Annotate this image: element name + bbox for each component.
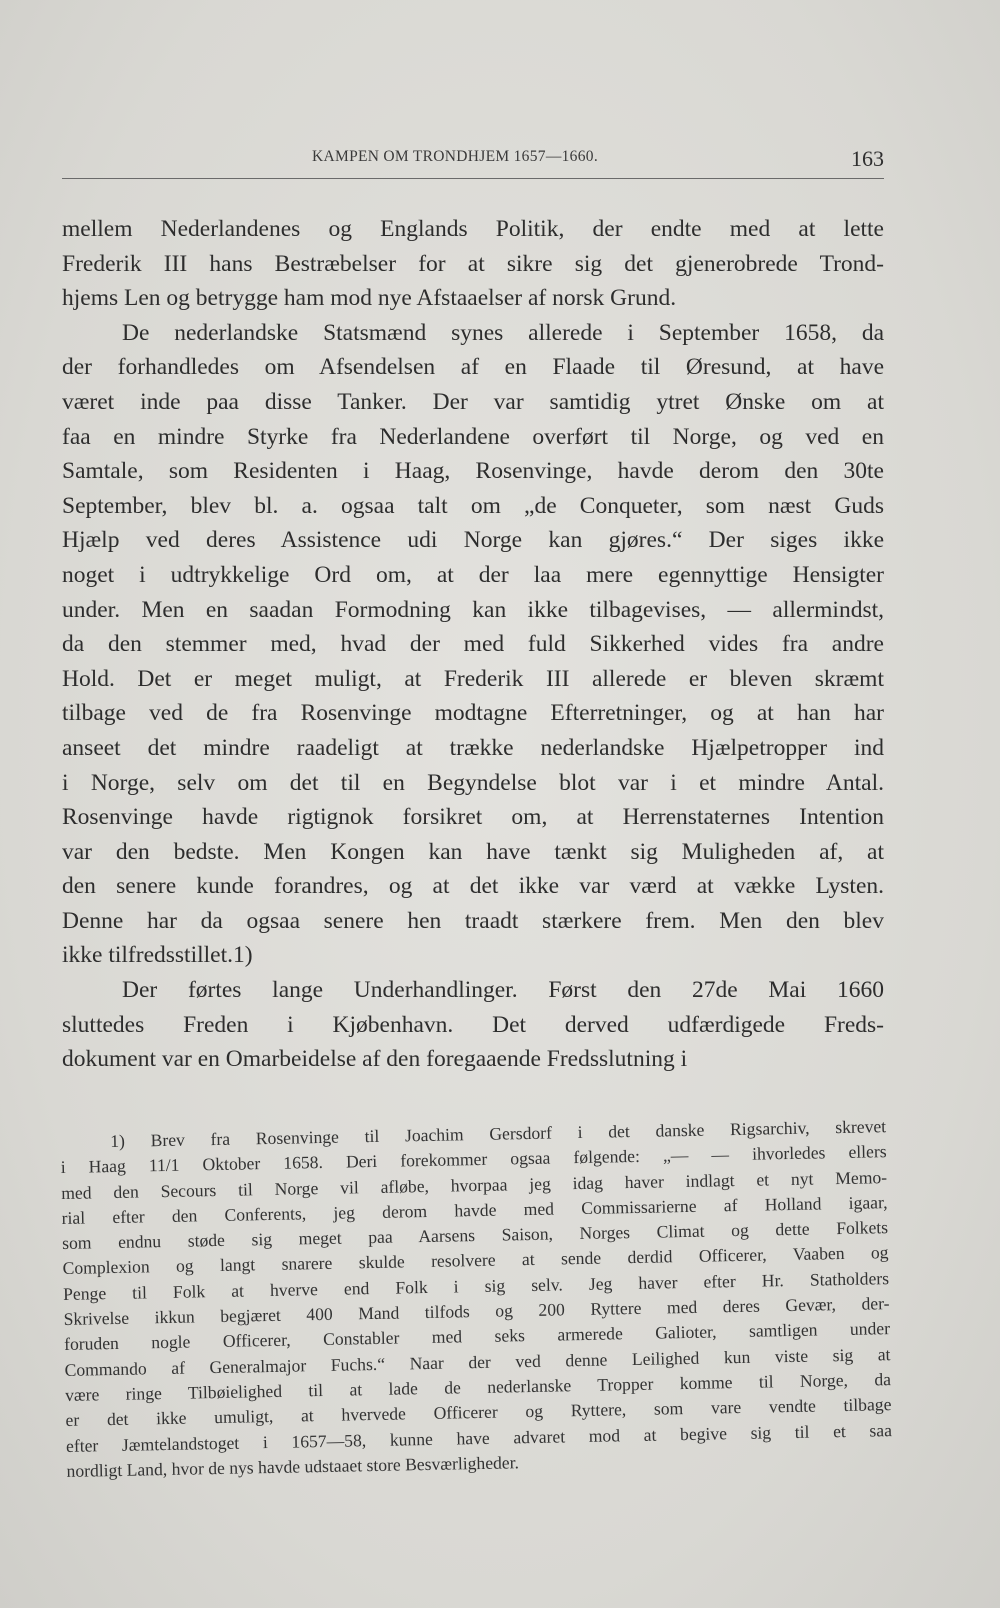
footnote-line: Complexion og langt snarere skulde resolvere at sende derdid Officerer, Vaaben og [62, 1242, 889, 1279]
footnote-line: nordligt Land, hvor de nys havde udstaaet store Besværligheder. [66, 1452, 520, 1481]
footnote-line: som endnu støde sig meget paa Aarsens Saison, Norges Climat og dette Folkets [61, 1217, 889, 1254]
body-text [62, 212, 884, 1077]
footnote-line: være ringe Tilbøielighed til at lade de nederlanske Tropper komme til Norge, da [64, 1369, 892, 1405]
body-line: der forhandledes om Afsendelsen af en Flaade til Øresund, at have [62, 354, 884, 381]
footnote-line: 1) Brev fra Rosenvinge til Joachim Gersdorf i det danske Rigsarchiv, skrevet [110, 1116, 887, 1152]
body-line: September, blev bl. a. ogsaa talt om „de Conqueter, som næst Guds [62, 492, 884, 519]
body-line: Rosenvinge havde rigtignok forsikret om, at Herrenstaternes Intention [62, 804, 884, 831]
body-line: Der førtes lange Underhandlinger. Først den 27de Mai 1660 [122, 977, 884, 1004]
body-line: sluttedes Freden i Kjøbenhavn. Det derved udfærdigede Freds- [62, 1011, 884, 1038]
body-line: da den stemmer med, hvad der med fuld Sikkerhed vides fra andre [62, 631, 884, 658]
body-line: mellem Nederlandenes og Englands Politik, der endte med at lette [62, 216, 884, 242]
body-line: Hold. Det er meget muligt, at Frederik III allerede er bleven skræmt [62, 665, 884, 692]
body-line: var den bedste. Men Kongen kan have tænkt sig Muligheden af, at [62, 838, 884, 865]
body-line: ikke tilfredsstillet.1) [62, 942, 253, 969]
footnote-line: Commando af Generalmajor Fuchs.“ Naar der ved denne Leilighed kun viste sig at [64, 1343, 891, 1380]
body-line: anseet det mindre raadeligt at trække nederlandske Hjælpetropper ind [62, 734, 884, 761]
running-title: KAMPEN OM TRONDHJEM 1657—1660. [312, 148, 599, 165]
footnote-line: Penge til Folk at hverve end Folk i sig selv. Jeg haver efter Hr. Statholders [62, 1267, 890, 1304]
body-line: noget i udtrykkelige Ord om, at der laa mere egennyttige Hensigter [62, 561, 884, 588]
body-line: Samtale, som Residenten i Haag, Rosenvinge, havde derom den 30te [62, 458, 884, 485]
body-line: været inde paa disse Tanker. Der var samtidig ytret Ønske om at [62, 388, 884, 415]
body-line: hjems Len og betrygge ham mod nye Afstaaelser af norsk Grund. [62, 285, 677, 312]
body-line: i Norge, selv om det til en Begyndelse blot var i et mindre Antal. [62, 769, 884, 796]
body-line: Hjælp ved deres Assistence udi Norge kan gjøres.“ Der siges ikke [62, 527, 884, 554]
body-line: tilbage ved de fra Rosenvinge modtagne Efterretninger, og at han har [62, 700, 884, 727]
body-line: faa en mindre Styrke fra Nederlandene overført til Norge, og ved en [62, 423, 884, 450]
running-head [62, 142, 884, 182]
footnote-line: er det ikke umuligt, at hvervede Officerer og Ryttere, som vare vendte tilbage [65, 1394, 892, 1431]
footnote-line: efter Jæmtelandstoget i 1657—58, kunne have advaret mod at begive sig til et saa [65, 1419, 893, 1456]
page-number: 163 [851, 146, 884, 171]
body-line: De nederlandske Statsmænd synes allerede i September 1658, da [122, 319, 884, 346]
footnote-line: Skrivelse ikkun begjæret 400 Mand tilfods og 200 Ryttere med deres Gevær, der- [63, 1293, 890, 1330]
body-line: under. Men en saadan Formodning kan ikke tilbagevises, — allermindst, [62, 596, 884, 623]
header-rule [62, 178, 884, 179]
body-line: den senere kunde forandres, og at det ikke var værd at vække Lysten. [62, 873, 884, 900]
footnote-line: foruden nogle Officerer, Constabler med seks armerede Galioter, samtligen under [63, 1318, 891, 1355]
body-line: Denne har da ogsaa senere hen traadt stærkere frem. Men den blev [62, 907, 884, 934]
footnote-line: i Haag 11/1 Oktober 1658. Deri forekommer ogsaa følgende: „— — ihvorledes ellers [60, 1141, 887, 1178]
footnote-line: med den Secours til Norge vil afløbe, hvorpaa jeg idag haver indlagt et nyt Memo- [61, 1166, 888, 1203]
footnote-line: rial efter den Conferents, jeg derom havde med Commissarierne af Holland igaar, [61, 1192, 888, 1228]
footnote [60, 1114, 893, 1484]
body-line: Frederik III hans Bestræbelser for at sikre sig det gjenerobrede Trond- [62, 250, 884, 277]
body-line: dokument var en Omarbeidelse af den foregaaende Fredsslutning i [62, 1046, 688, 1073]
